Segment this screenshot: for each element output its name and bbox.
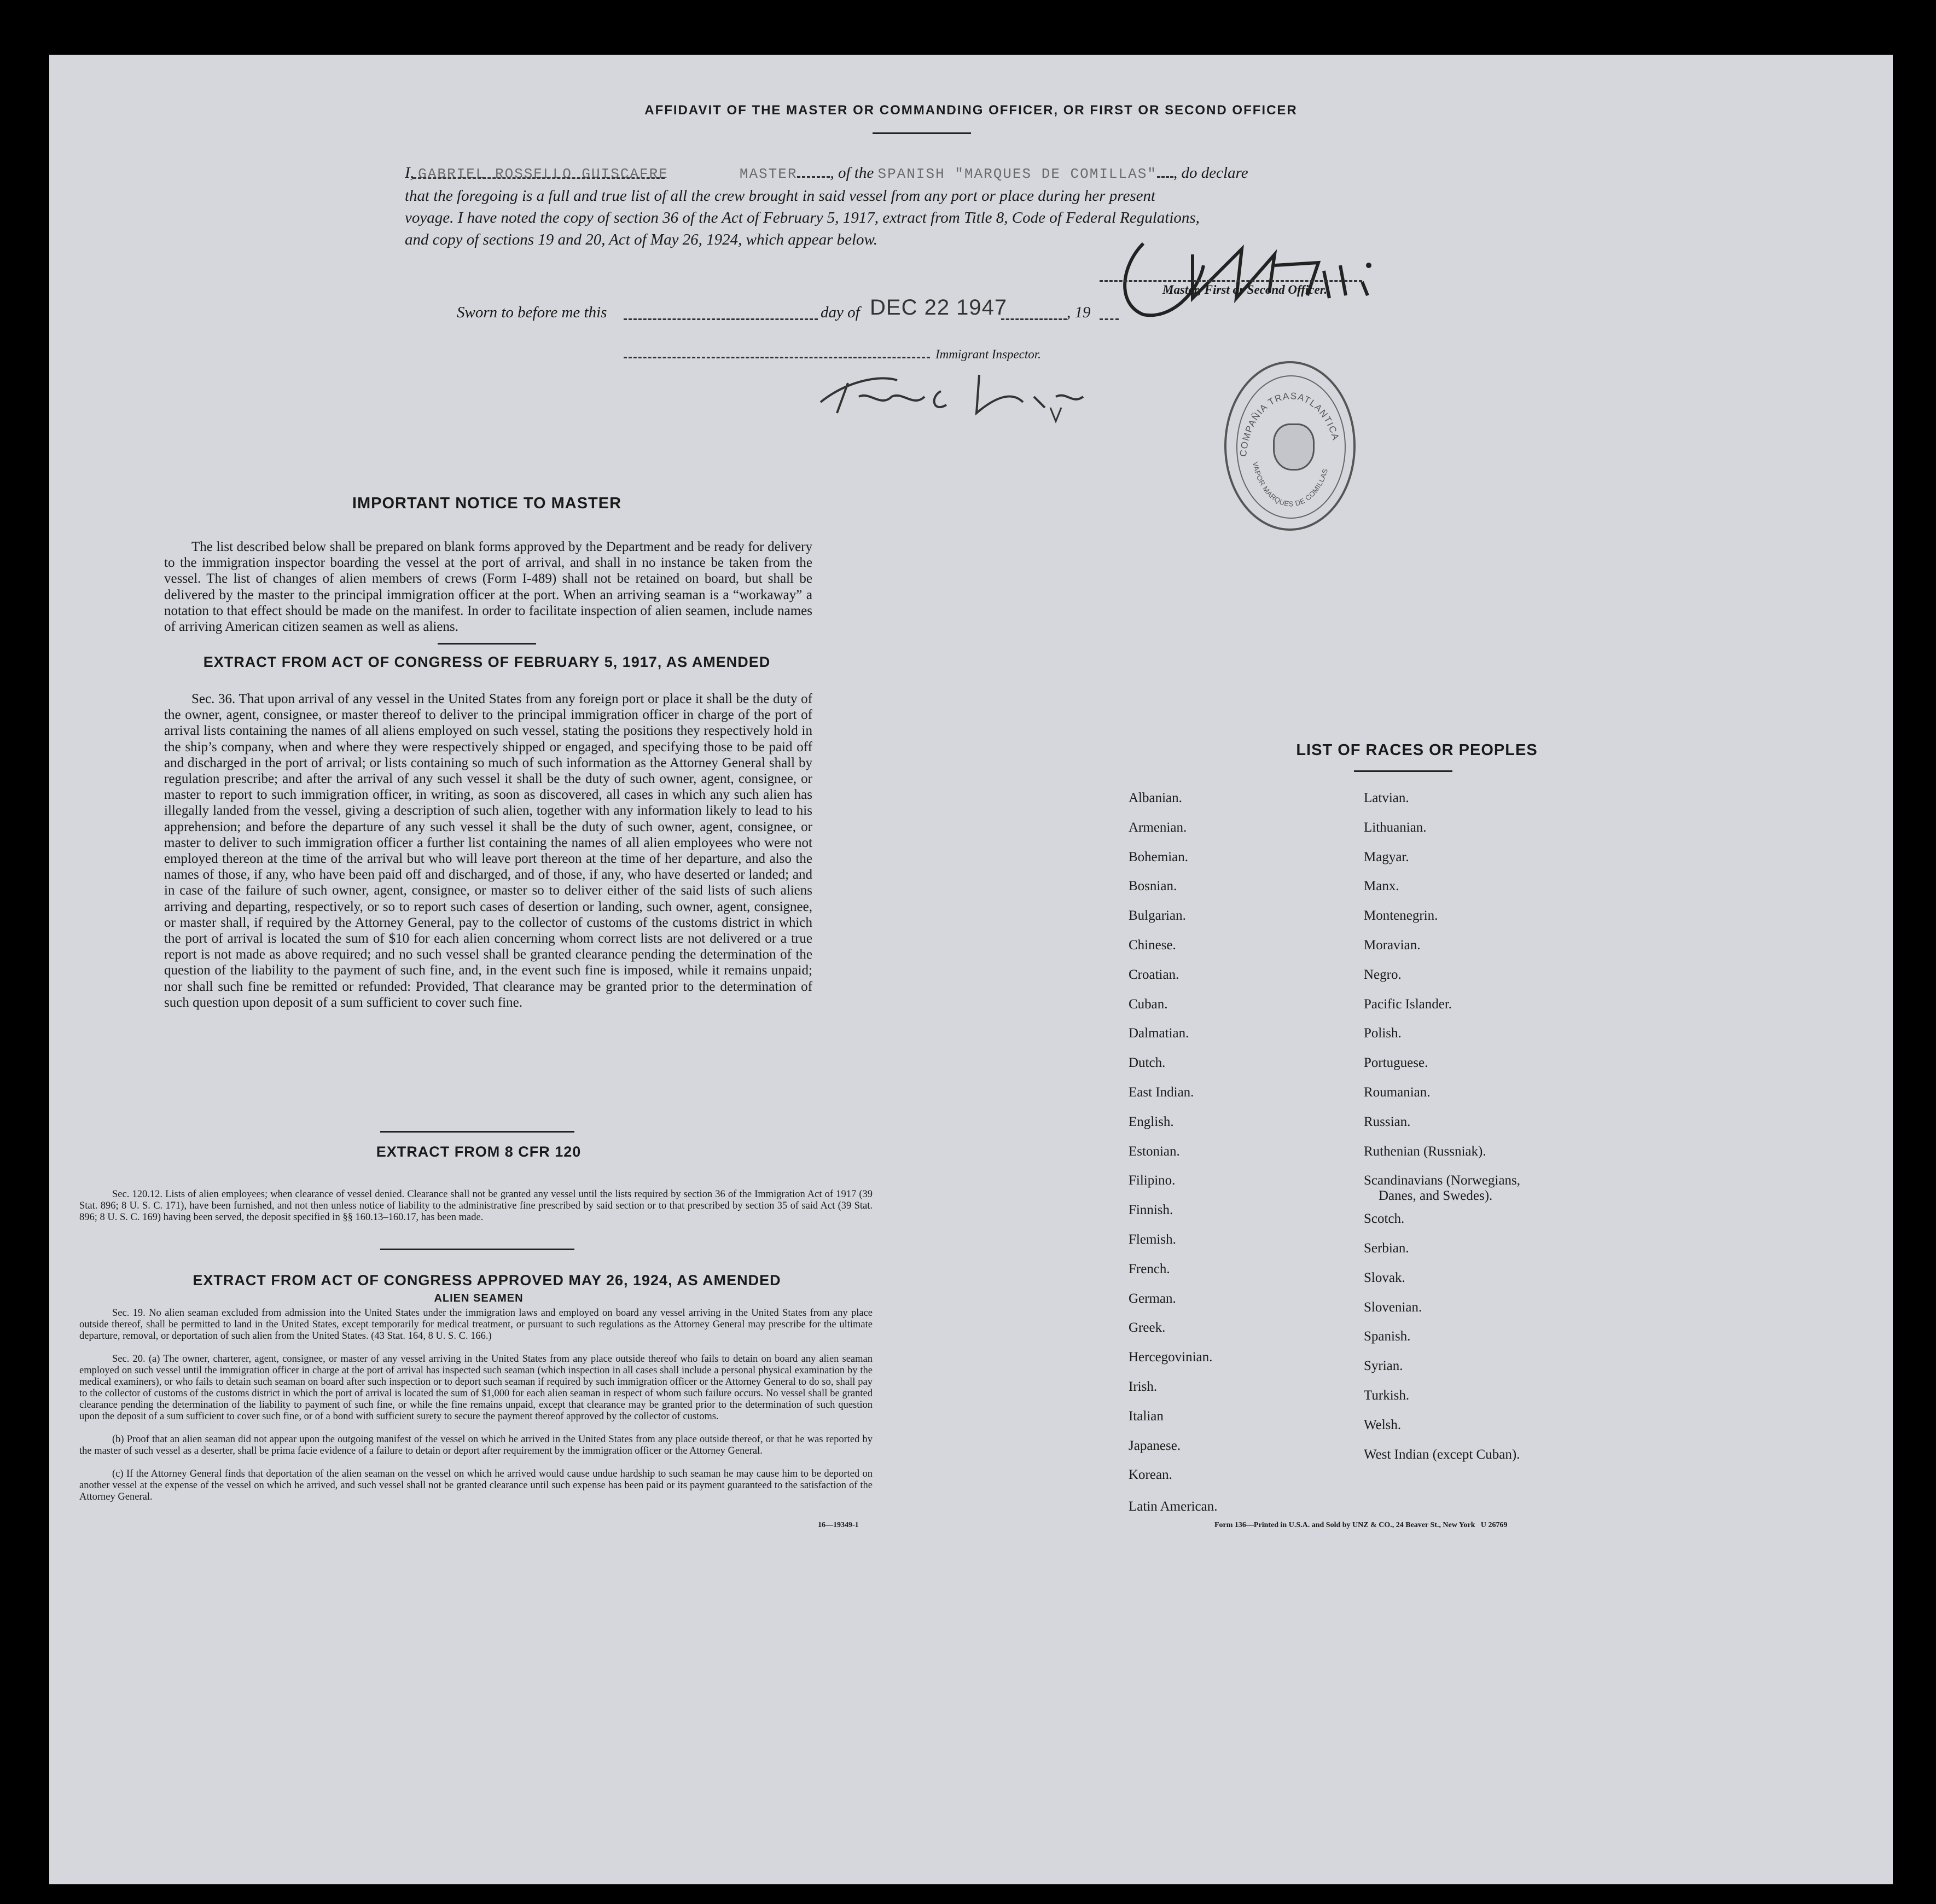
stamped-date: DEC 22 1947 xyxy=(870,295,1008,320)
race-item: East Indian. xyxy=(1129,1085,1194,1100)
race-item: Bulgarian. xyxy=(1129,908,1186,924)
race-item: Bosnian. xyxy=(1129,879,1177,894)
extract-1917-title: EXTRACT FROM ACT OF CONGRESS OF FEBRUARY 5, 1917, AS AMENDED xyxy=(203,654,771,670)
race-item: Bohemian. xyxy=(1129,849,1189,864)
affidavit-line-1 xyxy=(405,162,1499,185)
blank-line xyxy=(413,177,665,179)
sec-20c: (c) If the Attorney General finds that deportation of the alien seaman on the vessel on which he arrived would cause undue hardship to such seaman he may cause him to be deported on another vessel at the expense of the vessel on which he arrived, and such vessel shall not be granted clearance until such expense has been paid or its payment guaranteed to the satisfaction of the Attorney General. xyxy=(79,1468,873,1502)
race-item: Syrian. xyxy=(1364,1359,1403,1374)
race-item: Scandinavians (Norwegians, xyxy=(1364,1173,1521,1188)
race-item: Polish. xyxy=(1364,1026,1402,1041)
race-item: Dalmatian. xyxy=(1129,1026,1189,1041)
race-item: Slovak. xyxy=(1364,1270,1405,1285)
race-item: Chinese. xyxy=(1129,938,1176,953)
race-item: Manx. xyxy=(1364,879,1399,894)
race-item: Dutch. xyxy=(1129,1055,1166,1071)
print-code: 16—19349-1 xyxy=(818,1521,859,1529)
race-item: Italian xyxy=(1129,1408,1164,1424)
year-text: , 19 xyxy=(1067,304,1091,321)
declare-text: , do declare xyxy=(1173,164,1248,182)
section-rule xyxy=(380,1249,574,1250)
vessel-name: SPANISH "MARQUES DE COMILLAS" xyxy=(877,166,1157,182)
master-signature xyxy=(1111,233,1395,326)
inspector-caption: Immigrant Inspector. xyxy=(935,347,1041,361)
race-item: French. xyxy=(1129,1261,1170,1276)
race-item: Lithuanian. xyxy=(1364,820,1427,835)
race-item: Cuban. xyxy=(1129,996,1168,1012)
race-item: Negro. xyxy=(1364,967,1402,982)
master-name: GABRIEL ROSSELLO GUISCAFRE xyxy=(418,166,668,182)
affidavit-line-2: that the foregoing is a full and true list of all the crew brought in said vessel from any port or place during her present xyxy=(405,187,1156,205)
company-seal xyxy=(1224,361,1356,531)
title-rule xyxy=(873,132,971,134)
alien-seamen-subtitle: ALIEN SEAMEN xyxy=(434,1292,524,1304)
race-item: Japanese. xyxy=(1129,1438,1181,1453)
race-item: Magyar. xyxy=(1364,849,1409,864)
sec-20b: (b) Proof that an alien seaman did not appear upon the outgoing manifest of the vessel on which he arrived in the United States from any place outside thereof, or that he was reported by the master of such vessel as a deserter, shall be prima facie evidence of a failure to detain or deport after requirement by the immigration officer or the Attorney General. xyxy=(79,1434,873,1456)
inspector-line xyxy=(624,357,930,358)
race-item: Pacific Islander. xyxy=(1364,996,1452,1012)
notice-title: IMPORTANT NOTICE TO MASTER xyxy=(352,495,622,512)
officer-caption: Master, First or Second Officer. xyxy=(1162,283,1328,297)
extract-1924-title: EXTRACT FROM ACT OF CONGRESS APPROVED MAY 26, 1924, AS AMENDED xyxy=(193,1272,781,1288)
sworn-text: Sworn to before me this xyxy=(457,304,607,321)
race-item: Greek. xyxy=(1129,1320,1166,1336)
master-rank: MASTER xyxy=(739,166,798,182)
race-item: Turkish. xyxy=(1364,1388,1410,1403)
affidavit-line-3: voyage. I have noted the copy of section 36 of the Act of February 5, 1917, extract from Title 8, Code of Federal Regulations, xyxy=(405,209,1200,227)
day-blank xyxy=(624,318,818,320)
race-item: Flemish. xyxy=(1129,1232,1176,1247)
race-item: Roumanian. xyxy=(1364,1085,1431,1100)
race-item: Irish. xyxy=(1129,1379,1158,1394)
race-item: Portuguese. xyxy=(1364,1055,1428,1071)
race-item: Hercegovinian. xyxy=(1129,1350,1213,1365)
race-item: Korean. xyxy=(1129,1467,1172,1483)
race-item: Montenegrin. xyxy=(1364,908,1438,924)
races-rule xyxy=(1354,770,1452,772)
extract-cfr-body: Sec. 120.12. Lists of alien employees; when clearance of vessel denied. Clearance shall not be granted any vessel until the lists required by section 36 of the Immigration Act of 1917 (39 Stat. 896; 8 U. S. C. 171), have been furnished, and not then unless notice of liability to the administrative fine prescribed by said section or to that prescribed by section 35 of said Act (39 Stat. 896; 8 U. S. C. 169) having been served, the deposit specified in §§ 160.13–160.17, has been made. xyxy=(79,1189,873,1223)
race-item: Latin American. xyxy=(1129,1499,1218,1514)
race-item: Filipino. xyxy=(1129,1173,1176,1188)
document-page xyxy=(49,55,1893,1884)
of-the-text: , of the xyxy=(830,164,878,182)
seal-text-top: COMPAÑIA TRASATLANTICA xyxy=(1237,391,1341,457)
race-item: Slovenian. xyxy=(1364,1299,1422,1315)
extract-cfr-title: EXTRACT FROM 8 CFR 120 xyxy=(376,1143,582,1160)
year-blank xyxy=(1100,318,1119,320)
affidavit-prefix: I, xyxy=(405,164,418,182)
sec-20a: Sec. 20. (a) The owner, charterer, agent, consignee, or master of any vessel arriving in the United States from any place outside thereof who fails to detain on board any alien seaman employed on such vessel until the immigration officer in charge at the port of arrival has inspected such seaman (which inspection in all cases shall include a personal physical examination by the medical examiners), or who fails to detain such seaman on board after such inspection or to deport such seaman if required by such immigration officer or the Attorney General to do so, shall pay to the collector of customs of the customs district in which the port of arrival is located the sum of $1,000 for each alien seaman in respect of whom such failure occurs. No vessel shall be granted clearance pending the determination of the liability to payment of such fine, or while the fine remains unpaid, except that clearance may be granted prior to the determination of such question upon the deposit of a sum sufficient to cover such fine, or of a bond with sufficient surety to secure the payment thereof approved by the collector of customs. xyxy=(79,1354,873,1422)
inspector-signature xyxy=(815,364,1089,424)
section-rule xyxy=(380,1131,574,1133)
race-item: West Indian (except Cuban). xyxy=(1364,1447,1520,1462)
form-footer: Form 136—Printed in U.S.A. and Sold by UNZ & CO., 24 Beaver St., New York U 26769 xyxy=(1214,1521,1508,1529)
race-item: Latvian. xyxy=(1364,791,1409,805)
affidavit-title: AFFIDAVIT OF THE MASTER OR COMMANDING OFFICER, OR FIRST OR SECOND OFFICER xyxy=(644,103,1298,118)
day-of-text: day of xyxy=(821,304,860,321)
race-item: Moravian. xyxy=(1364,938,1421,953)
race-item: Russian. xyxy=(1364,1114,1411,1129)
seal-text-bottom: VAPOR MARQUES DE COMILLAS xyxy=(1251,461,1330,508)
race-item: Welsh. xyxy=(1364,1417,1402,1432)
race-item: German. xyxy=(1129,1291,1176,1306)
race-item: Armenian. xyxy=(1129,820,1187,835)
notice-body: The list described below shall be prepared on blank forms approved by the Department and be ready for delivery to the immigration inspector boarding the vessel at the port of arrival, and shall in no instance be taken from the vessel. The list of changes of alien members of crews (Form I-489) shall not be retained on board, but shall be delivered by the master to the principal immigration officer at the port. When an arriving seaman is a “workaway” a notation to that effect should be made on the manifest. In order to facilitate inspection of alien seamen, include names of arriving American citizen seamen as well as aliens. xyxy=(164,539,812,635)
races-title: LIST OF RACES OR PEOPLES xyxy=(1296,741,1538,759)
signature-line xyxy=(1100,280,1362,282)
race-item: Spanish. xyxy=(1364,1329,1411,1344)
race-item: English. xyxy=(1129,1114,1174,1129)
extract-1917-body: Sec. 36. That upon arrival of any vessel in the United States from any foreign port or place it shall be the duty of the owner, agent, consignee, or master thereof to deliver to the principal immigration officer in charge of the port of arrival lists containing the names of all aliens employed on such vessel, stating the positions they respectively hold in the ship’s company, when and where they were respectively shipped or engaged, and specifying those to be paid off and discharged in the port of arrival; or lists containing so much of such information as the Attorney General shall by regulation prescribe; and after the arrival of any such vessel it shall be the duty of such owner, agent, consignee, or master to report to such immigration officer, in writing, as soon as discovered, all cases in which any such alien has illegally landed from the vessel, giving a description of such alien, together with any information likely to lead to his apprehension; and before the departure of any such vessel it shall be the duty of such owner, agent, consignee, or master to deliver to such immigration officer a further list containing the names of all alien employees who were not employed thereon at the time of the arrival but who will leave port thereon at the time of her departure, and also the names of those, if any, who have been paid off and discharged, and of those, if any, who have deserted or landed; and in case of the failure of such owner, agent, consignee, or master so to deliver either of the said lists of such aliens arriving and departing, respectively, or so to report such cases of desertion or landing, such owner, agent, consignee, or master shall, if required by the Attorney General, pay to the collector of customs of the customs district in which the port of arrival is located the sum of $10 for each alien concerning whom correct lists are not delivered or a true report is not made as above required; and no such vessel shall be granted clearance pending the determination of the question of the liability to the payment of such fine, and, in the event such fine is imposed, while it remains unpaid; nor shall such fine be remitted or refunded: Provided, That clearance may be granted prior to the determination of such question upon deposit of a sum sufficient to cover such fine. xyxy=(164,692,812,1010)
race-item: Scotch. xyxy=(1364,1211,1405,1227)
race-item: Estonian. xyxy=(1129,1143,1180,1159)
sec-19: Sec. 19. No alien seaman excluded from admission into the United States under the immigration laws and employed on board any vessel arriving in the United States from any place outside thereof, shall be permitted to land in the United States, except temporarily for medical treatment, or pursuant to such regulations as the Attorney General may prescribe for the ultimate departure, removal, or deportation of such alien from the United States. (43 Stat. 164, 8 U. S. C. 166.) xyxy=(79,1308,873,1342)
section-rule xyxy=(438,643,536,645)
race-item: Serbian. xyxy=(1364,1241,1409,1256)
race-item: Danes, and Swedes). xyxy=(1379,1188,1493,1204)
affidavit-line-4: and copy of sections 19 and 20, Act of May 26, 1924, which appear below. xyxy=(405,231,877,248)
race-item: Albanian. xyxy=(1129,791,1182,805)
date-blank xyxy=(1001,318,1067,320)
race-item: Croatian. xyxy=(1129,967,1179,982)
race-item: Finnish. xyxy=(1129,1203,1173,1218)
race-item: Ruthenian (Russniak). xyxy=(1364,1143,1486,1159)
